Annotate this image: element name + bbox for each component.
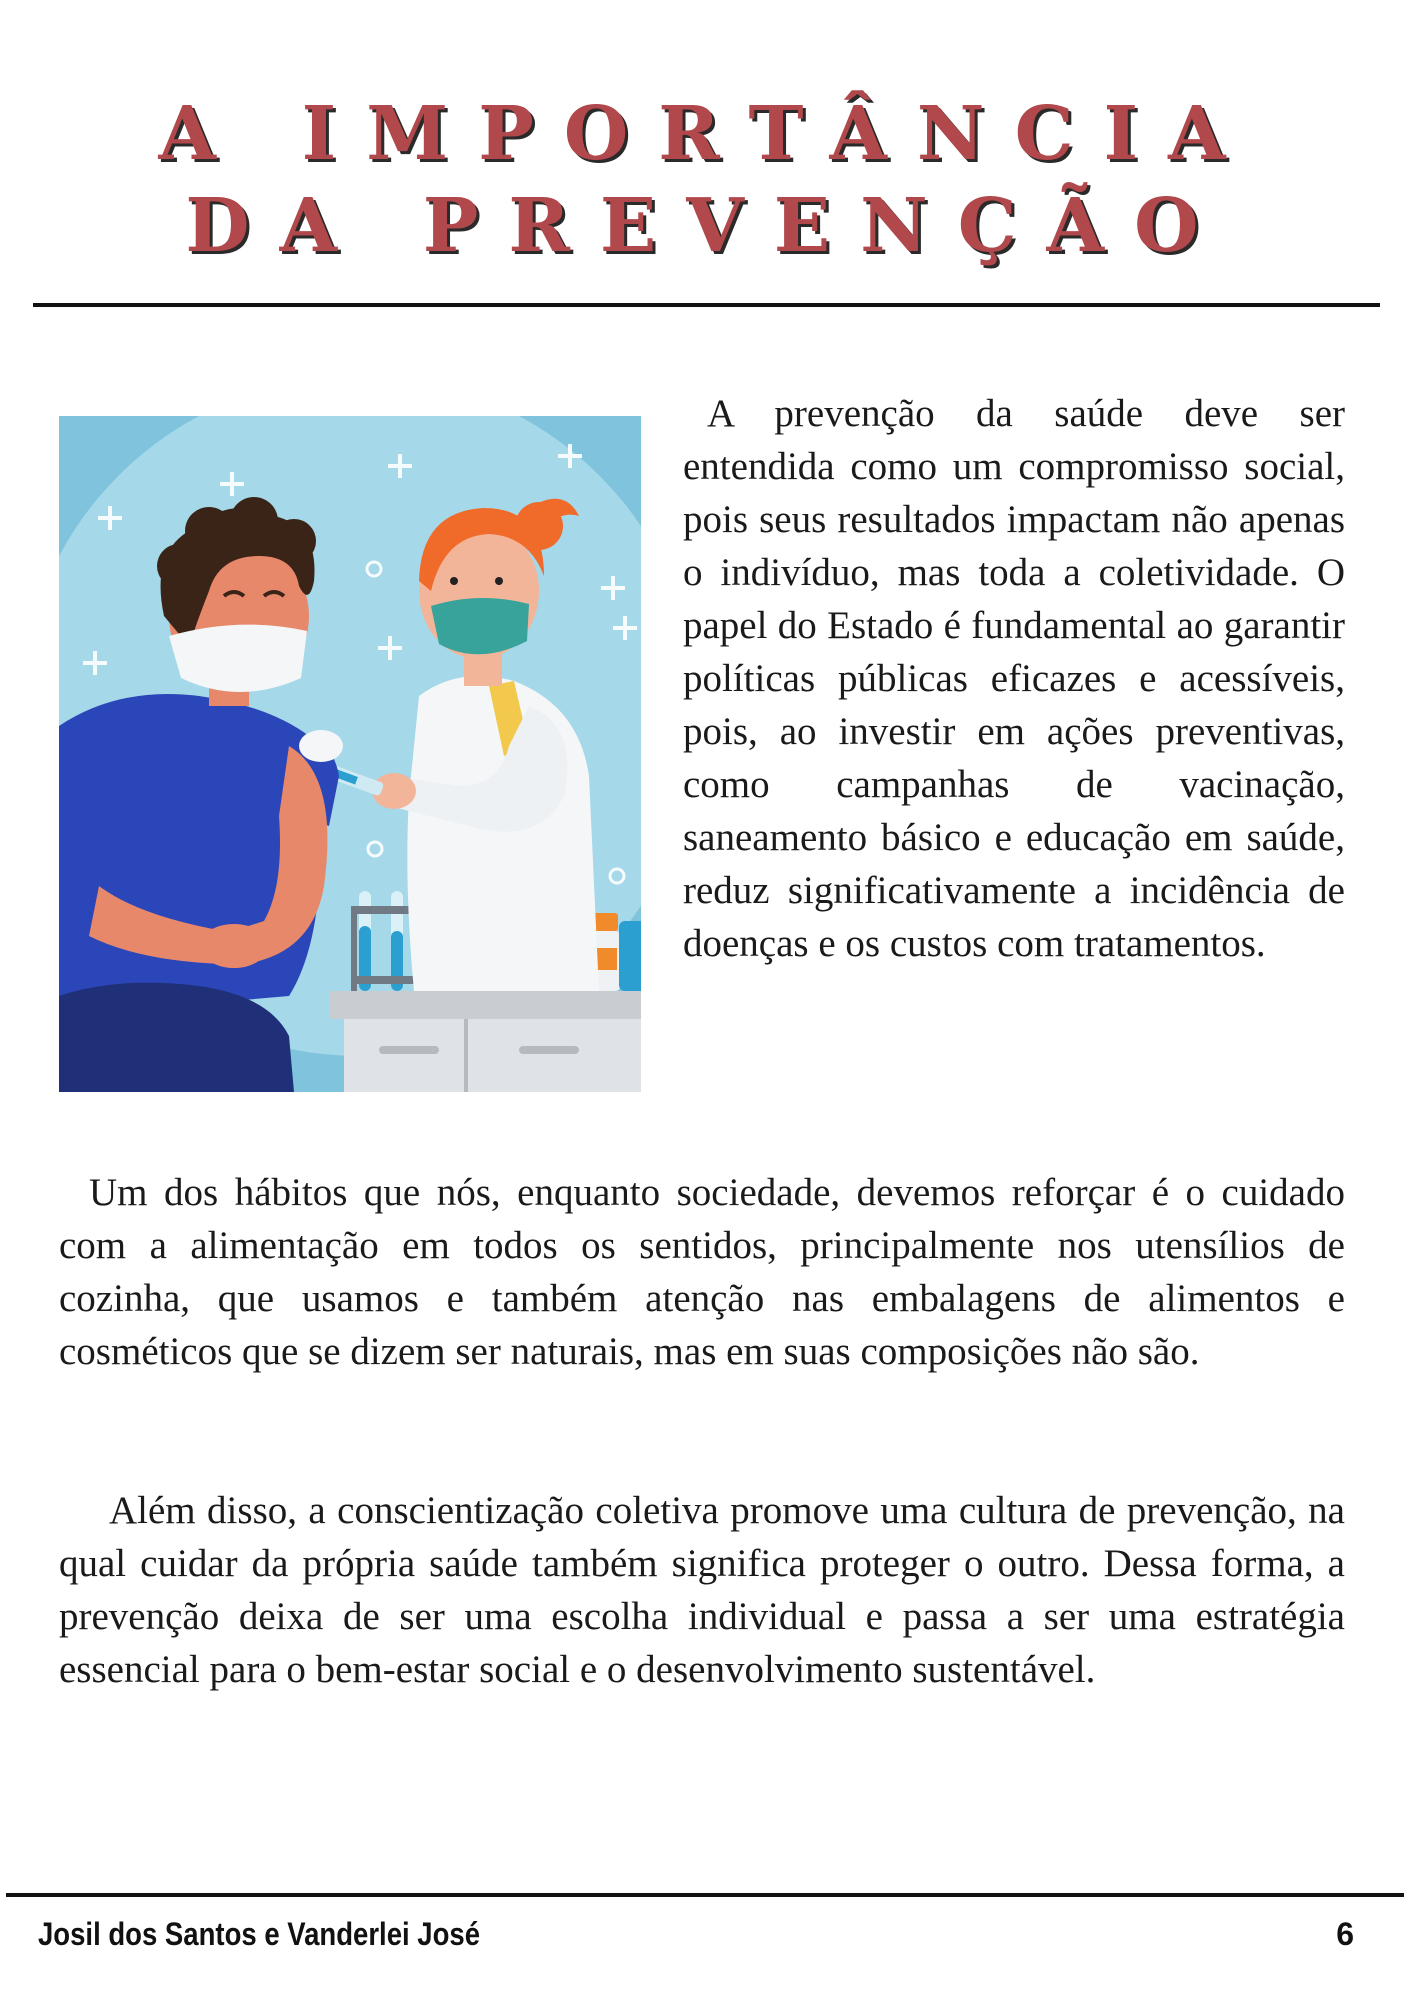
vaccination-illustration (59, 416, 641, 1092)
title-divider (33, 303, 1380, 307)
title-line-2: DA PREVENÇÃO (185, 183, 1229, 269)
page-title (0, 88, 1414, 272)
footer-divider (6, 1893, 1404, 1897)
paragraph-2: Um dos hábitos que nós, enquanto sociedade, devemos reforçar é o cuidado com a alimentação em todos os sentidos, principalmente nos utensílios de cozinha, que usamos e também atenção nas embalagens de alimentos e cosméticos que se dizem ser naturais, mas em suas composições não são. (59, 1171, 1345, 1373)
footer-authors: Josil dos Santos e Vanderlei José (38, 1916, 481, 1952)
paragraph-1: A prevenção da saúde deve ser entendida como um compromisso social, pois seus resultados impactam não apenas o indivíduo, mas toda a coletividade. O papel do Estado é fundamental ao garantir políticas públicas eficazes e acessíveis, pois, ao investir em ações preventivas, como campanhas de vacinação, saneamento básico e educação em saúde, reduz significativamente a incidência de doenças e os custos com tratamentos. (683, 392, 1345, 965)
paragraph-3: Além disso, a conscientização coletiva promove uma cultura de prevenção, na qual cuidar da própria saúde também significa proteger o outro. Dessa forma, a prevenção deixa de ser uma escolha individual e passa a ser uma estratégia essencial para o bem-estar social e o desenvolvimento sustentável. (59, 1489, 1345, 1691)
page-number: 6 (1336, 1916, 1354, 1952)
title-line-1: A IMPORTÂNCIA (158, 91, 1256, 177)
